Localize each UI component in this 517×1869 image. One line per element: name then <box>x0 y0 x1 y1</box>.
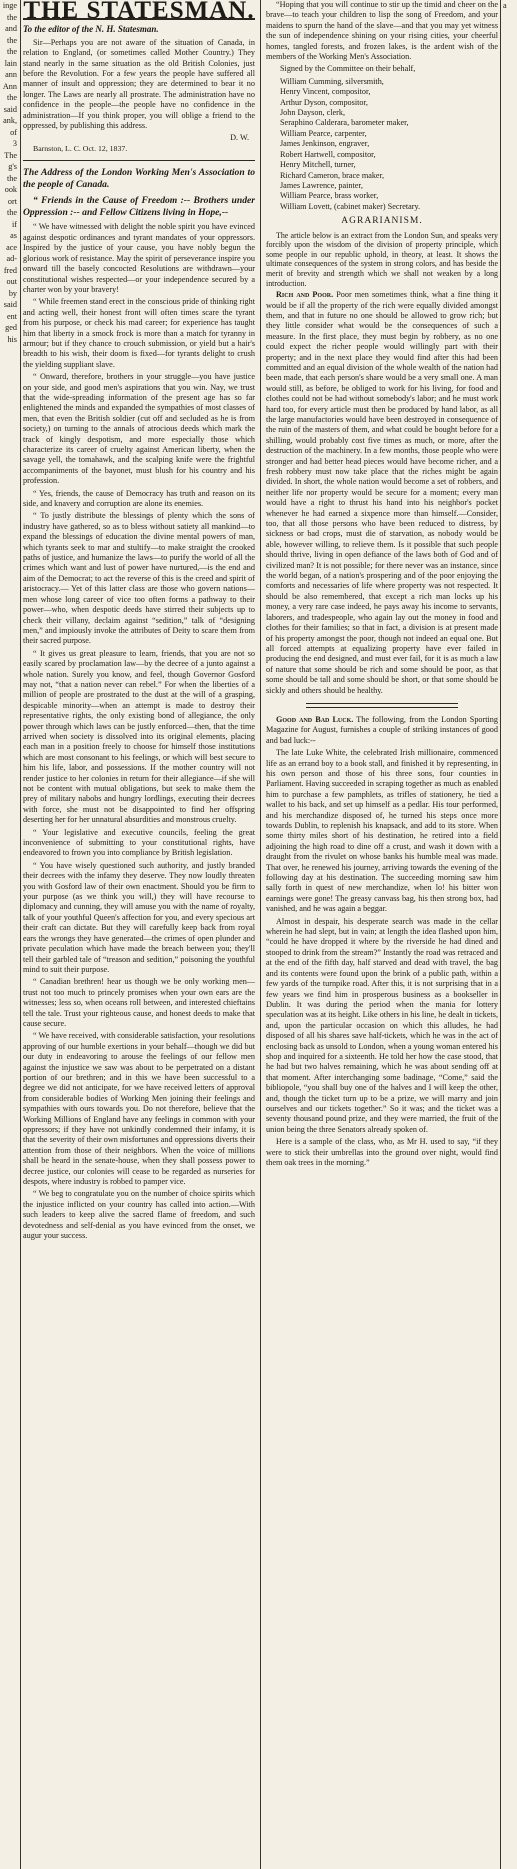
committee-member: Arthur Dyson, compositor, <box>280 97 368 107</box>
letter-dateline: Barnston, L. C. Oct. 12, 1837. <box>33 143 128 153</box>
column-right <box>266 0 498 1170</box>
address-salutation: “ Friends in the Cause of Freedom :-- Brothers under Oppression :-- and Fellow Citizens living in Hope,-- <box>23 194 255 218</box>
address-paragraph: “ We beg to congratulate you on the number of choice spirits which the injustice inflicted on your country has called into action.—With such leaders to keep alive the sacred flame of freedom, and such devotedness and self-denial as you have evinced from the onset, we augur your success. <box>23 1189 255 1241</box>
margin-fragment: The <box>4 150 17 160</box>
margin-fragment: said <box>3 104 17 114</box>
address-paragraphs-continued <box>266 0 498 62</box>
agrarianism-title: AGRARIANISM. <box>341 216 423 227</box>
committee-list <box>266 77 498 212</box>
address-paragraph: “ Yes, friends, the cause of Democracy has truth and reason on its side, and knavery and corruption are alone its enemies. <box>23 488 255 509</box>
committee-member: Henry Mitchell, turner, <box>280 160 356 170</box>
agrarianism-text: Poor men sometimes think, what a fine thing it would be if all the property of the rich were equally divided amongst them, and that in future no one should be allowed to grow rich; but they little consider what would be the consequences of such a measure. In the first place, they must begin by robbery, as no one could expect the richer people would willingly part with their property; and in the next place they would find after this had been committed and an equal division of the whole wealth of the nation had been made, that each person's share would be a very small one. A man would still, as before, be obliged to work for his living, for food and clothes could not be had without somebody's labor; and he must work hard too, for every article must then be produced by hand labor, as all the large manufactories would have been destroyed in consequence of the ruin of the masters of them, and what could be bought before for a shilling, would probably cost five times as much, or more, after the destruction of the machinery. In a few months, those people who were stronger and had better head pieces would have become richer, and a fresh robbery must now take place that the riches might be again divided. In short, the whole nation would become a set of robbers, and neither life nor property would be secure for a moment; every man would have a right to thrust his hand into his neighbor's pocket whenever he had earned a sixpence more than himself.—Consider, too, that all those persons who have been reduced to distress, by sickness or bad crops, must die of starvation, as nobody would be able, however willing, to relieve them. Is it possible that such people should thrive, living in open defiance of the laws both of God and of civilized man? It is not possible; for there never was an instance, since the world began, of a nation's prospering and of the poor enjoying the comforts and necessaries of life where property was not respected. It should be also remembered, that except a rich man locks up his money, a very rare case indeed, he pays away his income to servants, laborers, and tradespeople, who again lay out the money in food and clothes for their families; so that in fact, a division is at present made of his property amongst the poor, though not indeed an equal one. But all forced attempts at equalizing property have ever failed in producing the end designed, and must ever fail, for it is as much a law of nature that some should be rich and some should be poor, as that some should be tall and some should be short, or that some should be sickly and others should be healthy. <box>266 290 499 695</box>
margin-fragment: ent <box>6 311 17 321</box>
committee-intro: Signed by the Committee on their behalf, <box>280 64 416 74</box>
committee-member: John Dayson, clerk, <box>280 108 346 118</box>
agrarianism-lead: Rich and Poor. <box>276 290 334 300</box>
address-paragraph: “ Canadian brethren! hear us though we be only working men—trust not too much to princely promises when your own ears are the witnesses; less so, when oceans roll between, and interested chieftains tell the tale. Trust your righteous cause, and honest deeds to make that cause secure. <box>23 977 255 1028</box>
margin-fragment: g's <box>8 162 17 171</box>
committee-member: Henry Vincent, compositor, <box>280 87 371 97</box>
committee-member: James Lawrence, painter, <box>280 180 363 190</box>
margin-fragment: ook <box>4 185 17 194</box>
margin-fragment: inge <box>2 1 17 10</box>
margin-fragment: lain <box>4 58 17 68</box>
margin-fragment: and <box>5 24 17 33</box>
address-paragraph: “ It gives us great pleasure to learn, friends, that you are not so easily scared by proclamation law—by the decree of a junto against a whole nation. Surely you know, and feel, though Governor Gosford may not, “that a nation never can rebel.” For when the liberties of a million of people are prostrated to the dust at the will of a grasping, despicable minority—when an attempt is made to destroy their representative rights, the only existing bond of allegiance, the only power through which laws can be justly enforced—then, that the time arrived when society is dissolved into its original elements, placing each man in a position freely to choose for himself those institutions which are most consonant to his feelings, or which will best secure to him his life, labor, and possessions. If the mother country will not render justice to her colonies in return for their allegiance—if she will not be content with mutual obligations, but seek to make them the prey of military nabobs and hungry lordlings, executing their decrees with force, she must not be disappointed to find her offspring deserting her for her unnatural absurdities and monstrous cruelty. <box>23 648 255 825</box>
margin-fragment: ann <box>5 70 17 79</box>
left-margin-fragments <box>0 0 19 345</box>
address-paragraph: “ You have wisely questioned such authority, and justly branded their decrees with the infamy they deserve. They now loudly threaten you with Gosford law of their own enactment. Should you be firm to your purpose (as we think you will,) they will have recourse to diplomacy and cunning, they will amuse you with the name of royalty, talk of your youthful Queen's affection for you, and every specious art their craft can dictate. But they will carefully keep back from royal ears the wrongs they have generated—the crimes of open plunder and private peculation which have made the breach between you; they'll tell their garbled tale of “treason and sedition,” poisoning the youthful mind to suit their purpose. <box>23 860 255 974</box>
margin-fragment: ank, <box>3 116 17 125</box>
committee-member: Richard Cameron, brace maker, <box>280 170 385 180</box>
center-column-rule <box>260 0 261 1869</box>
right-margin-fragments <box>501 0 517 12</box>
margin-fragment: the <box>6 35 17 45</box>
margin-fragment: out <box>6 277 17 286</box>
committee-member: William Lovett, (cabinet maker) Secretary. <box>280 201 421 211</box>
committee-member: William Pearce, carpenter, <box>280 128 367 138</box>
column-left <box>23 0 255 1243</box>
separator-rule <box>23 160 255 161</box>
margin-fragment: his <box>7 334 17 344</box>
luck-paragraph: Here is a sample of the class, who, as Mr H. used to say, “if they were to stick their umbrellas into the ground over night, would find them oak trees in the morning.” <box>266 1137 498 1167</box>
letter-initials: D. W. <box>230 133 249 143</box>
address-paragraph: “ We have witnessed with delight the noble spirit you have evinced against despotic ordinances and tyrant mandates of your oppressors. Inspired by the justice of your cause, you have nobly begun the glorious work of resistance. May the spirit of perseverance inspire you onward till the basely concocted Resolutions are withdrawn—your constitutional wishes respected—or your independence secured by a charter won by your bravery! <box>23 222 255 294</box>
committee-member: William Pearce, brass worker, <box>280 191 379 201</box>
margin-fragment: the <box>6 93 17 102</box>
margin-fragment: the <box>6 173 17 183</box>
margin-fragment: of <box>10 127 17 137</box>
letter-body: Sir—Perhaps you are not aware of the situation of Canada, in relation to England, (or sometimes called Mother Country.) They stand nearly in the same situation as the old British Colonies, just before the Revolution. For a few years the people have suffered all manner of insult and oppression; they are determined to bear it no longer. The Laws are nearly all prostrate. The administration have no confidence in the people—the people have no confidence in the administration—If you think proper, you will oblige a friend to the oppressed, by publishing this address. <box>23 37 255 131</box>
luck-paragraphs <box>266 748 498 1168</box>
luck-paragraph: Almost in despair, his desperate search was made in the cellar wherein he had slept, but in vain; at length the idea flashed upon him, “could he have dropped it where by the riverside he had dined and stooped to drink from the stream?” Instantly the road was retraced and at the end of the fifth day, half starved and dead with travel, the bag and its contents were found upon the brink of a public path, within a few yards of the turnpike road. After this, it is not surprising that in a few years we find him in prosperous business as a bookseller in Dublin. It was during the period when the mania for lottery speculation was at its height. Like others in his line, he dealt in tickets, and, upon the particular occasion on which this alludes, he had disposed of all his shares save half-tickets, which he was in the act of enclosing back as unsold to London, when a young woman entered his shop and inquired for a sixteenth. He told her how the case stood, that he had but two halves remaining, which he was about sending off at that moment. After interchanging some badinage, “Come,” said the bibliopole, “you shall buy one of the halves and I will keep the other, and, though the ticket turn up to be a prize, we will marry and join ourselves and our tickets together.” So it was; and the ticket was a seventy thousand pound prize, and they were married, the fruit of the union being the three Senators already spoken of. <box>266 916 498 1134</box>
address-paragraph: “ While freemen stand erect in the conscious pride of thinking right and acting well, their honest front will often times scare the tyrant from his purpose, or check his mad career; for experience has taught him that liberty in a smock frock is more than a match for tyranny in armour; but if they chance to crouch submission, or yield but a hair's breadth to his wish, their doom is fixed—for tyrants delight to crush the yielding suppliant slave. <box>23 297 255 369</box>
margin-fragment: the <box>6 12 17 22</box>
committee-member: Robert Hartwell, compositor, <box>280 149 376 159</box>
margin-fragment: ad- <box>6 254 17 263</box>
luck-intro-paragraph <box>266 715 498 746</box>
address-paragraph: “ Your legislative and executive councils, feeling the great inconvenience of submitting to your constitutional rights, have endeavored to frown you into compliance by British legislation. <box>23 827 255 858</box>
luck-paragraph: The late Luke White, the celebrated Irish millionaire, commenced life as an errand boy to a book stall, and finished it by representing, in his own person and those of his three sons, four counties in Parliament. Having succeeded in scraping together as much as enabled him to purchase a few pamphlets, as trifles of stationery, he tied a wallet to his back, and set up himself as a pedlar. His tour performed, and his merchandize disposed of, he turned his steps once more towards Dublin, to replenish his knapsack, and add to its store. When some thirty miles short of his destination, he retired into a field adjoining the high road to dine off a crust, and wash it down with a draught from the rivulet on whose banks his humble meal was made. That over, he renewed his journey, arriving towards the evening of the following day at his destination. The succeeding morning saw him sally forth in quest of new merchandize, when lo! his bitter won earnings were gone! The greasy canvass bag, his then strong box, had vanished, and he was again a beggar. <box>266 748 498 914</box>
committee-member: William Cumming, silversmith, <box>280 76 384 86</box>
address-paragraph: “ Onward, therefore, brothers in your struggle—you have justice on your side, and good men's aspirations that you win. Nay, we trust that the wide-spreading information of the present age has so far enlightened the minds and expanded the sympathies of most classes of men, that even the British soldier (cut off and secluded as he is from society,) on turning to the annals of atrocious deeds which mark the track of kingly despotism, and more especially those which characterize its career of cruelty against American liberty, when the savage yell, the tomahawk, and the scalping knife were the frightful accompaniments of the bayonet, must blush for his country and his profession. <box>23 372 255 486</box>
address-paragraph: “ We have received, with considerable satisfaction, your resolutions approving of our humble exertions in your behalf—though we did but our duty in endeavoring to arouse the feelings of our fellow men against the injustice we saw was about to be perpetrated on a distant portion of our brethren; and in this we have been successful to a degree we did not anticipate, for we have received letters of approval from considerable bodies of Working Men joining their feelings and sympathies with ours towards you. Do not therefore, believe that the Working Millions of England have any feelings in common with your oppressors; if they have not unkindly condemned their infamy, it is that the severity of their own misfortunes and oppressions diverts their attention from those of their neighbors. When the voice of millions shall be heard in the senate-house, when they shall possess power to decree justice, our colonies will cease to be regarded as nurseries for despots, where industry is robbed to pamper vice. <box>23 1031 255 1187</box>
margin-fragment: as <box>10 231 17 240</box>
agrarianism-intro: The article below is an extract from the London Sun, and speaks very forcibly upon the wisdom of the division of property principle, which some people in our republic uphold, in theory, at least. It shows the ultimate consequences of the system in strong colors, and has beside the merit of brevity and strength which we shall not weaken by a long introduction. <box>266 230 498 288</box>
address-paragraph: “Hoping that you will continue to stir up the timid and cheer on the brave—to teach your children to lisp the song of Freedom, and your maidens to spurn the hand of the slave—and that you may yet witness the sun of independence shining on your rising cities, your cheerful homes, tangled forests, and frozen lakes, is the ardent wish of the members of the Working Men's Association. <box>266 0 498 62</box>
left-column-rule <box>20 0 21 1869</box>
margin-fragment: ort <box>7 196 17 206</box>
margin-fragment: Ann <box>2 81 17 91</box>
address-paragraph: “ To justly distribute the blessings of plenty which the sons of industry have gathered, so as to bless without satiety all mankind—to expand the blessings of education the divine mental powers of man, which tyrants seek to mar and stultify—to make straight the crooked paths of justice, and humanize the laws—to purify the world of all the crimes which want and lust of power have nurtured,—is the end and aim of the Democrat; to act the reverse of this is the creed and spirit of aristocracy.— Yet of this latter class are those who govern nations—men whose long career of vice too often forms a pathway to their power—who, when despotic deeds have stirred their subjects up to check their villany, declaim against “sedition,” talk of “designing men,” and impiously invoke the attributes of Deity to scare them from their sacred purpose. <box>23 511 255 646</box>
address-title: The Address of the London Working Men's Association to the people of Canada. <box>23 167 255 191</box>
section-divider <box>306 703 458 708</box>
committee-member: James Jenkinson, engraver, <box>280 139 370 149</box>
margin-fragment: ace <box>6 242 17 252</box>
committee-member: Seraphino Calderara, barometer maker, <box>280 118 409 128</box>
margin-fragment: a <box>503 1 507 10</box>
agrarianism-body <box>266 290 498 696</box>
margin-fragment: the <box>6 208 17 217</box>
margin-fragment: said <box>3 300 17 309</box>
margin-fragment: fred <box>3 265 17 275</box>
margin-fragment: the <box>6 47 17 56</box>
margin-fragment: if <box>11 219 17 229</box>
address-paragraphs <box>23 222 255 1241</box>
margin-fragment: by <box>8 288 17 298</box>
luck-lead: Good and Bad Luck. <box>276 714 354 724</box>
right-column-rule <box>500 0 501 1869</box>
luck-intro: The following, from the London Sporting Magazine for August, furnishes a couple of striking instances of good and bad luck:-- <box>266 714 498 745</box>
masthead-title: THE STATESMAN. <box>23 0 255 24</box>
letter-to-line: To the editor of the N. H. Statesman. <box>23 24 159 35</box>
margin-fragment: 3 <box>12 139 17 148</box>
margin-fragment: ged <box>5 323 17 332</box>
